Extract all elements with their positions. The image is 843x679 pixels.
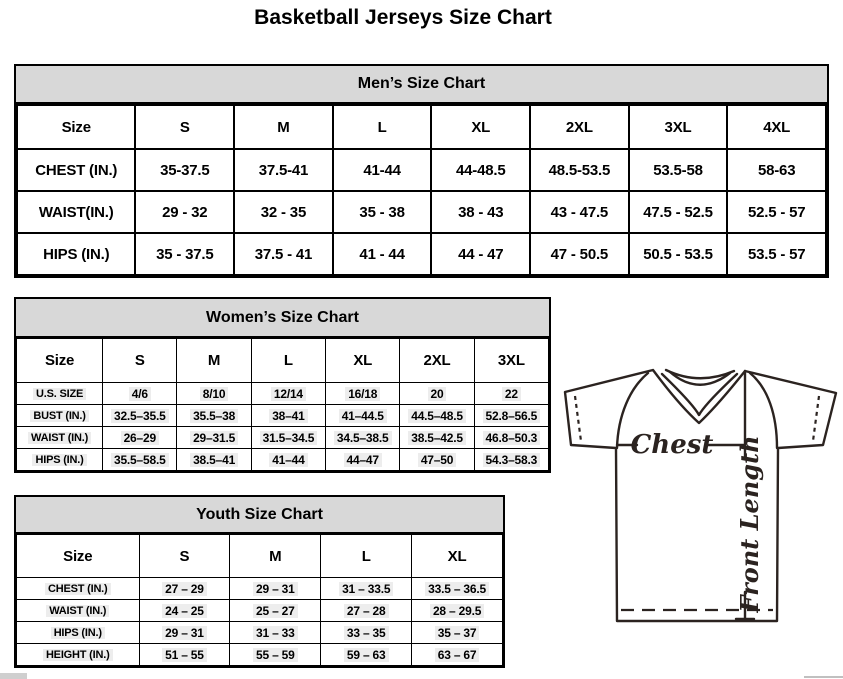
mens-size-table (16, 104, 827, 276)
measurement-row (17, 149, 826, 191)
size-value: 44–47 (344, 453, 382, 467)
row-label: HIPS (IN.) (43, 245, 110, 263)
size-value-cell (727, 233, 826, 275)
row-label: HIPS (IN.) (51, 627, 105, 639)
measurement-row (17, 449, 549, 471)
size-value: 58-63 (757, 161, 796, 179)
size-column-header: XL (326, 339, 400, 383)
size-column-header: XL (412, 535, 503, 578)
size-value: 29 - 32 (162, 203, 208, 221)
scrollbar-fragment-right[interactable] (804, 676, 843, 678)
size-value-cell (251, 427, 325, 449)
size-value: 35 - 37.5 (156, 245, 214, 263)
size-value: 35-37.5 (160, 161, 210, 179)
size-value-cell (474, 427, 548, 449)
size-value: 41-44 (363, 161, 401, 179)
size-value: 54.3–58.3 (483, 453, 541, 467)
size-value-cell (530, 149, 629, 191)
size-value-cell (431, 149, 530, 191)
size-value-cell (251, 405, 325, 427)
size-value-cell (333, 149, 432, 191)
size-value-cell (326, 383, 400, 405)
row-label-cell (17, 600, 140, 622)
size-value-cell (135, 233, 234, 275)
row-label-cell (17, 149, 135, 191)
size-column-header: 3XL (629, 105, 728, 149)
size-value-cell (400, 449, 474, 471)
size-value-cell (230, 622, 321, 644)
measurement-row (17, 578, 503, 600)
size-value-cell (135, 149, 234, 191)
size-value: 37.5-41 (258, 161, 309, 179)
size-value-cell (530, 191, 629, 233)
size-value: 27 – 28 (344, 604, 389, 618)
table-body (17, 383, 549, 471)
size-value-cell (251, 449, 325, 471)
measurement-row (17, 191, 826, 233)
mens-size-chart-section (14, 64, 829, 278)
size-value-cell (139, 600, 230, 622)
size-value: 35 – 37 (435, 626, 480, 640)
size-value: 63 – 67 (435, 648, 480, 662)
size-value-cell (326, 427, 400, 449)
womens-size-table (16, 338, 549, 471)
size-value-cell (400, 405, 474, 427)
size-value: 52.8–56.5 (483, 409, 541, 423)
size-value-cell (230, 644, 321, 666)
row-label: CHEST (IN.) (45, 583, 111, 595)
size-value: 29 – 31 (253, 582, 298, 596)
womens-chart-title: Women’s Size Chart (16, 299, 549, 338)
size-value: 47–50 (418, 453, 456, 467)
size-value-cell (474, 383, 548, 405)
size-value-cell (135, 191, 234, 233)
size-value: 53.5 - 57 (747, 245, 806, 263)
page-title: Basketball Jerseys Size Chart (254, 6, 552, 29)
size-value: 26–29 (121, 431, 159, 445)
size-column-header: L (333, 105, 432, 149)
size-value: 46.8–50.3 (483, 431, 541, 445)
size-value-cell (234, 191, 333, 233)
size-value-cell (321, 644, 412, 666)
size-value-cell (234, 233, 333, 275)
scrollbar-fragment-left[interactable] (0, 673, 27, 679)
size-value: 20 (428, 387, 447, 401)
size-value-cell (629, 191, 728, 233)
size-value-cell (400, 383, 474, 405)
size-value: 28 – 29.5 (430, 604, 484, 618)
size-value: 33.5 – 36.5 (425, 582, 489, 596)
size-column-header: Size (17, 339, 103, 383)
size-value: 4/6 (129, 387, 151, 401)
size-value-cell (177, 427, 251, 449)
size-column-header: 4XL (727, 105, 826, 149)
size-value-cell (333, 233, 432, 275)
size-value-cell (251, 383, 325, 405)
front-length-label: Front Length (735, 435, 764, 613)
size-column-header: 3XL (474, 339, 548, 383)
size-value-cell (177, 449, 251, 471)
size-column-header: S (139, 535, 230, 578)
row-label: U.S. SIZE (33, 388, 86, 400)
size-column-header: M (177, 339, 251, 383)
size-value-cell (629, 233, 728, 275)
size-value: 16/18 (345, 387, 380, 401)
size-value: 33 – 35 (344, 626, 389, 640)
size-value-cell (530, 233, 629, 275)
size-value-cell (412, 622, 503, 644)
chest-label: Chest (630, 430, 714, 460)
header-row (17, 105, 826, 149)
size-column-header: L (251, 339, 325, 383)
size-value: 47 - 50.5 (550, 245, 609, 263)
size-value: 55 – 59 (253, 648, 298, 662)
size-value-cell (321, 600, 412, 622)
measurement-row (17, 383, 549, 405)
size-column-header: XL (431, 105, 530, 149)
row-label: WAIST (IN.) (28, 432, 91, 444)
size-value-cell (333, 191, 432, 233)
size-value: 8/10 (200, 387, 229, 401)
size-value: 38–41 (269, 409, 307, 423)
row-label: HEIGHT (IN.) (43, 649, 113, 661)
row-label-cell (17, 233, 135, 275)
size-value-cell (234, 149, 333, 191)
size-value: 12/14 (271, 387, 306, 401)
size-value: 35.5–58.5 (111, 453, 169, 467)
size-value: 29–31.5 (190, 431, 238, 445)
row-label: WAIST(IN.) (38, 203, 114, 221)
size-value: 48.5-53.5 (548, 161, 611, 179)
size-value: 47.5 - 52.5 (643, 203, 713, 221)
size-value: 37.5 - 41 (254, 245, 313, 263)
row-label-cell (17, 191, 135, 233)
jersey-outline (565, 370, 836, 621)
size-column-header: S (135, 105, 234, 149)
size-value-cell (177, 383, 251, 405)
measurement-row (17, 644, 503, 666)
size-value-cell (230, 578, 321, 600)
size-value-cell (321, 578, 412, 600)
size-value-cell (474, 405, 548, 427)
row-label-cell (17, 622, 140, 644)
row-label-cell (17, 405, 103, 427)
size-column-header: 2XL (400, 339, 474, 383)
size-value-cell (727, 149, 826, 191)
size-value: 31 – 33.5 (339, 582, 393, 596)
size-value: 31.5–34.5 (260, 431, 318, 445)
table-header (17, 105, 826, 149)
size-column-header: Size (17, 105, 135, 149)
size-value-cell (103, 427, 177, 449)
size-value: 24 – 25 (162, 604, 207, 618)
size-value: 27 – 29 (162, 582, 207, 596)
size-column-header: M (230, 535, 321, 578)
table-body (17, 149, 826, 275)
size-value: 52.5 - 57 (747, 203, 806, 221)
size-value: 34.5–38.5 (334, 431, 392, 445)
size-value: 50.5 - 53.5 (643, 245, 713, 263)
size-value: 35 - 38 (359, 203, 405, 221)
size-value-cell (431, 191, 530, 233)
measurement-row (17, 622, 503, 644)
size-value: 41–44.5 (339, 409, 387, 423)
row-label-cell (17, 383, 103, 405)
size-value-cell (103, 383, 177, 405)
size-value: 44-48.5 (455, 161, 506, 179)
size-value: 38.5–41 (190, 453, 238, 467)
size-value-cell (412, 578, 503, 600)
size-value-cell (177, 405, 251, 427)
youth-size-chart-section (14, 495, 505, 668)
measurement-row (17, 233, 826, 275)
table-body (17, 578, 503, 666)
size-value-cell (139, 644, 230, 666)
size-value: 38.5–42.5 (408, 431, 466, 445)
size-value-cell (431, 233, 530, 275)
jersey-dashed-lines (575, 396, 819, 610)
size-value-cell (103, 449, 177, 471)
size-value: 41–44 (269, 453, 307, 467)
size-value: 32 - 35 (260, 203, 307, 221)
size-value-cell (400, 427, 474, 449)
header-row (17, 535, 503, 578)
size-column-header: L (321, 535, 412, 578)
size-value: 59 – 63 (344, 648, 389, 662)
size-value: 44.5–48.5 (408, 409, 466, 423)
size-value-cell (326, 405, 400, 427)
size-column-header: Size (17, 535, 140, 578)
youth-size-table (16, 534, 503, 666)
size-value-cell (103, 405, 177, 427)
size-value: 53.5-58 (653, 161, 703, 179)
row-label-cell (17, 449, 103, 471)
size-value: 51 – 55 (162, 648, 207, 662)
table-header (17, 535, 503, 578)
row-label: BUST (IN.) (30, 410, 88, 422)
size-value-cell (139, 622, 230, 644)
row-label: WAIST (IN.) (46, 605, 109, 617)
row-label: HIPS (IN.) (32, 454, 86, 466)
size-value: 32.5–35.5 (111, 409, 169, 423)
womens-size-chart-section (14, 297, 551, 473)
size-value: 43 - 47.5 (550, 203, 609, 221)
size-value-cell (727, 191, 826, 233)
measurement-row (17, 427, 549, 449)
size-value-cell (629, 149, 728, 191)
size-value: 44 - 47 (458, 245, 504, 263)
size-value-cell (321, 622, 412, 644)
size-value: 38 - 43 (458, 203, 504, 221)
size-column-header: S (103, 339, 177, 383)
measurement-row (17, 600, 503, 622)
size-value: 25 – 27 (253, 604, 298, 618)
size-column-header: 2XL (530, 105, 629, 149)
size-value-cell (412, 600, 503, 622)
size-value: 41 - 44 (359, 245, 405, 263)
mens-chart-title: Men’s Size Chart (16, 66, 827, 104)
size-value: 22 (502, 387, 521, 401)
size-column-header: M (234, 105, 333, 149)
size-value-cell (139, 578, 230, 600)
size-value-cell (474, 449, 548, 471)
size-value: 35.5–38 (190, 409, 238, 423)
size-value: 31 – 33 (253, 626, 298, 640)
jersey-measurement-diagram (558, 360, 843, 665)
row-label-cell (17, 578, 140, 600)
size-value-cell (412, 644, 503, 666)
measurement-row (17, 405, 549, 427)
youth-chart-title: Youth Size Chart (16, 497, 503, 534)
size-value-cell (230, 600, 321, 622)
table-header (17, 339, 549, 383)
size-value-cell (326, 449, 400, 471)
row-label: CHEST (IN.) (35, 161, 118, 179)
row-label-cell (17, 427, 103, 449)
size-value: 29 – 31 (162, 626, 207, 640)
header-row (17, 339, 549, 383)
row-label-cell (17, 644, 140, 666)
